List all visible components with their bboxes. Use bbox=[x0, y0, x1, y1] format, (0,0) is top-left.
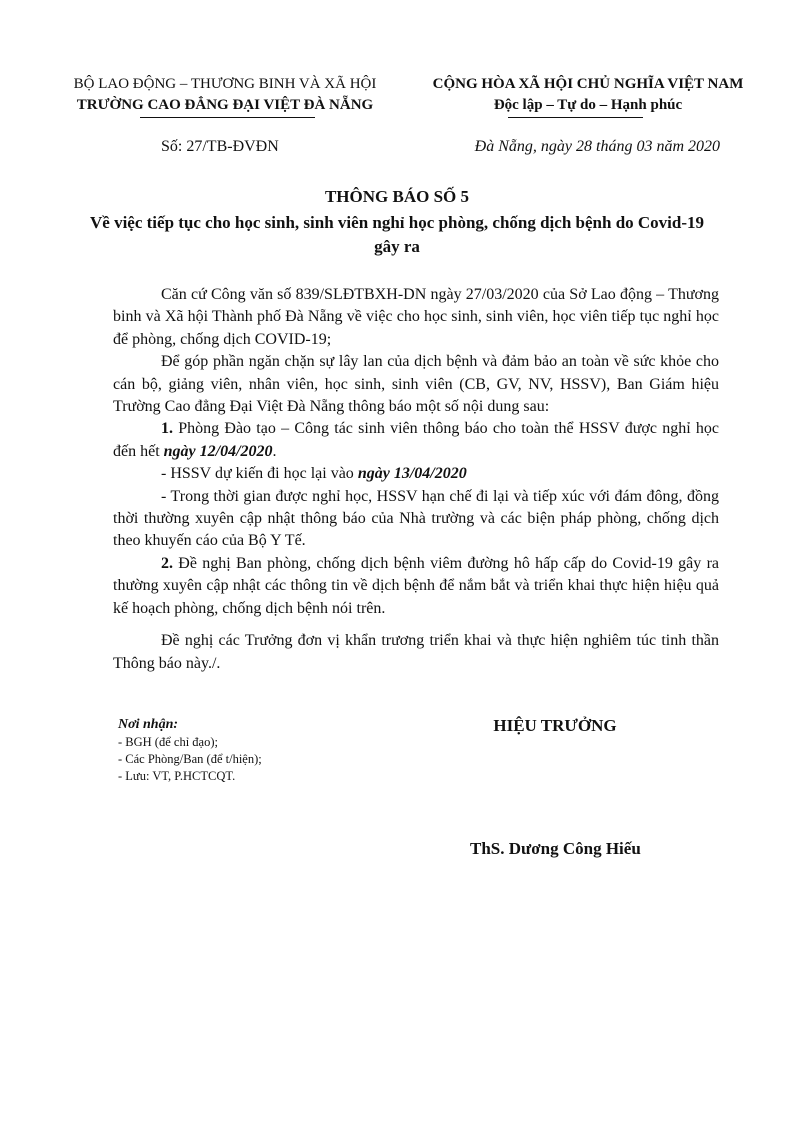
item-1-date: ngày 12/04/2020 bbox=[163, 442, 273, 460]
place-date: Đà Nẵng, ngày 28 tháng 03 năm 2020 bbox=[474, 138, 720, 155]
item-1b-text: - HSSV dự kiến đi học lại vào bbox=[161, 465, 358, 483]
document-title: THÔNG BÁO SỐ 5 bbox=[324, 187, 470, 206]
motto-underline bbox=[508, 117, 643, 118]
item-2-number: 2. bbox=[161, 554, 173, 572]
signer-title: HIỆU TRƯỞNG bbox=[493, 716, 617, 735]
school-underline bbox=[140, 117, 315, 118]
item-1-end: . bbox=[272, 442, 277, 460]
item-1b-date: ngày 13/04/2020 bbox=[357, 465, 467, 483]
paragraph-item-1c: - Trong thời gian được nghỉ học, HSSV hạn chế đi lại và tiếp xúc với đám đông, đồng thời thường xuyên cập nhật thông báo của Nhà trường và các biện pháp phòng, chống dịch theo khuyến cáo của Bộ Y Tế. bbox=[113, 487, 719, 550]
school-name: TRƯỜNG CAO ĐẲNG ĐẠI VIỆT ĐÀ NẴNG bbox=[76, 97, 374, 113]
country-name: CỘNG HÒA XÃ HỘI CHỦ NGHĨA VIỆT NAM bbox=[432, 76, 744, 92]
paragraph-purpose: Để góp phần ngăn chặn sự lây lan của dịch bệnh và đảm bảo an toàn về sức khỏe cho cán bộ, giảng viên, nhân viên, học sinh, sinh viên (CB, GV, NV, HSSV), Ban Giám hiệu Trường Cao đẳng Đại Việt Đà Nẵng thông báo một số nội dung sau: bbox=[113, 353, 719, 416]
signer-name: ThS. Dương Công Hiếu bbox=[470, 839, 641, 858]
paragraph-legal-basis: Căn cứ Công văn số 839/SLĐTBXH-DN ngày 27/03/2020 của Sở Lao động – Thương binh và Xã hội Thành phố Đà Nẵng về việc cho học sinh, sinh viên, học viên tiếp tục nghỉ học để phòng, chống dịch COVID-19; bbox=[113, 286, 719, 348]
paragraph-item-2 bbox=[113, 553, 719, 620]
item-2-text: Đề nghị Ban phòng, chống dịch bệnh viêm đường hô hấp cấp do Covid-19 gây ra thường xuyên cập nhật các thông tin về dịch bệnh để nắm bắt và triển khai thực hiện hiệu quả kế hoạch phòng, chống dịch bệnh nói trên. bbox=[113, 554, 719, 617]
recipients-block bbox=[118, 716, 262, 785]
issuer-block bbox=[40, 74, 410, 116]
recipients-title: Nơi nhận: bbox=[118, 717, 179, 732]
document-body bbox=[113, 284, 719, 675]
paragraph-item-1 bbox=[113, 418, 719, 463]
recipient-item: - Lưu: VT, P.HCTCQT. bbox=[118, 769, 236, 783]
item-1-text: Phòng Đào tạo – Công tác sinh viên thông báo cho toàn thể HSSV được nghỉ học đến hết bbox=[113, 420, 719, 460]
recipient-item: - Các Phòng/Ban (để t/hiện); bbox=[118, 752, 262, 766]
paragraph-item-1b bbox=[113, 463, 719, 485]
document-number: Số: 27/TB-ĐVĐN bbox=[161, 138, 279, 155]
national-header bbox=[408, 74, 768, 116]
ministry-name: BỘ LAO ĐỘNG – THƯƠNG BINH VÀ XÃ HỘI bbox=[73, 76, 377, 92]
item-1-number: 1. bbox=[161, 420, 173, 438]
document-subtitle: Về việc tiếp tục cho học sinh, sinh viên nghỉ học phòng, chống dịch bệnh do Covid-19 gây ra bbox=[90, 213, 705, 256]
national-motto: Độc lập – Tự do – Hạnh phúc bbox=[493, 97, 683, 113]
paragraph-closing: Đề nghị các Trưởng đơn vị khẩn trương triển khai và thực hiện nghiêm túc tinh thần Thông báo này./. bbox=[113, 632, 719, 672]
recipient-item: - BGH (để chỉ đạo); bbox=[118, 735, 218, 749]
